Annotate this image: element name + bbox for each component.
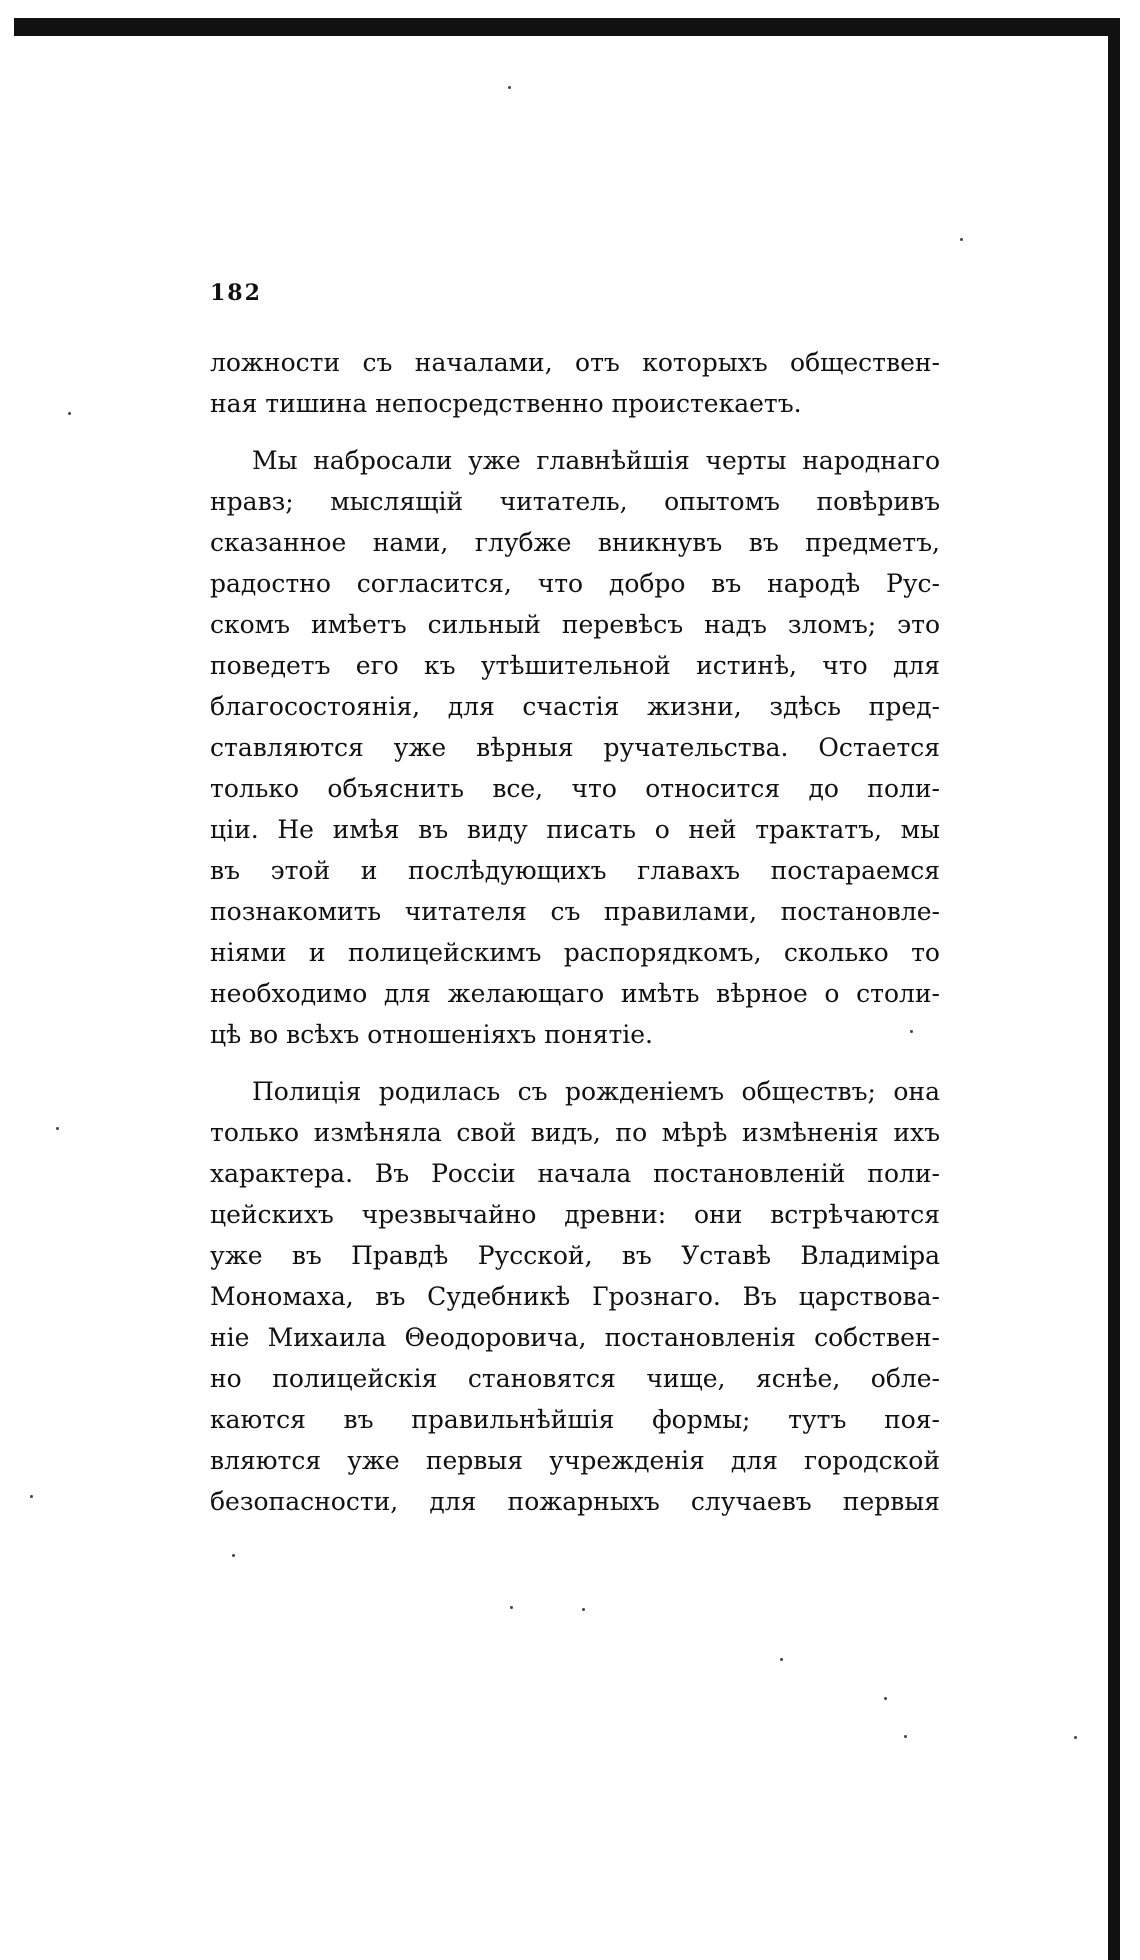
text-line: ная тишина непосредственно проистекаетъ. — [210, 389, 802, 418]
text-line: вляются уже первыя учрежденія для городской — [210, 1446, 940, 1475]
text-line: цейскихъ чрезвычайно древни: они встрѣчаются — [210, 1200, 940, 1229]
text-line: безопасности, для пожарныхъ случаевъ первыя — [210, 1487, 940, 1516]
scan-speck — [56, 1127, 59, 1130]
text-line: ставляются уже вѣрныя ручательства. Остается — [210, 733, 940, 762]
text-line: ціи. Не имѣя въ виду писать о ней трактатъ, мы — [210, 815, 940, 844]
scan-right-border — [1108, 30, 1120, 1960]
scan-speck — [904, 1735, 907, 1738]
scan-speck — [960, 238, 963, 241]
text-line: цѣ во всѣхъ отношеніяхъ понятіе. — [210, 1020, 654, 1049]
text-line: познакомить читателя съ правилами, постановле- — [210, 897, 940, 926]
scan-speck — [232, 1554, 235, 1557]
text-line: каются въ правильнѣйшія формы; тутъ поя- — [210, 1405, 940, 1434]
text-line: сказанное нами, глубже вникнувъ въ предметъ, — [210, 528, 940, 557]
text-line: радостно согласится, что добро въ народѣ Рус- — [210, 569, 940, 598]
text-line: благосостоянія, для счастія жизни, здѣсь пред- — [210, 692, 940, 721]
text-line: въ этой и послѣдующихъ главахъ постараемся — [210, 856, 940, 885]
scan-speck — [508, 86, 511, 89]
text-line: поведетъ его къ утѣшительной истинѣ, что для — [210, 651, 940, 680]
text-line: ніями и полицейскимъ распорядкомъ, сколько то — [210, 938, 940, 967]
scan-speck — [68, 412, 71, 415]
scan-speck — [30, 1495, 33, 1498]
scan-top-border — [14, 18, 1120, 36]
text-line: но полицейскія становятся чище, яснѣе, обле- — [210, 1364, 940, 1393]
scan-speck — [884, 1697, 887, 1700]
scan-speck — [780, 1658, 783, 1661]
text-line: ніе Михаила Θеодоровича, постановленія собствен- — [210, 1323, 940, 1352]
paragraph-gap — [210, 424, 940, 440]
text-line: только измѣняла свой видъ, по мѣрѣ измѣненія ихъ — [210, 1118, 940, 1147]
text-line: скомъ имѣетъ сильный перевѣсъ надъ зломъ; это — [210, 610, 940, 639]
text-line: ложности съ началами, отъ которыхъ обществен- — [210, 348, 940, 377]
page-number: 182 — [210, 280, 262, 306]
text-line: характера. Въ Россіи начала постановленій поли- — [210, 1159, 940, 1188]
scan-speck — [510, 1606, 513, 1609]
scan-speck — [1074, 1736, 1077, 1739]
text-line: Мы набросали уже главнѣйшія черты народнаго — [252, 446, 940, 475]
text-line: только объяснить все, что относится до поли- — [210, 774, 940, 803]
text-line: Полиція родилась съ рожденіемъ обществъ; она — [252, 1077, 940, 1106]
paragraph-gap — [210, 1055, 940, 1071]
scan-speck — [910, 1030, 913, 1033]
text-line: Мономаха, въ Судебникѣ Грознаго. Въ царствова- — [210, 1282, 940, 1311]
body-text — [210, 342, 940, 1522]
scan-speck — [582, 1608, 585, 1611]
text-line: нравз; мыслящій читатель, опытомъ повѣривъ — [210, 487, 940, 516]
text-line: уже въ Правдѣ Русской, въ Уставѣ Владиміра — [210, 1241, 940, 1270]
text-line: необходимо для желающаго имѣть вѣрное о столи- — [210, 979, 940, 1008]
